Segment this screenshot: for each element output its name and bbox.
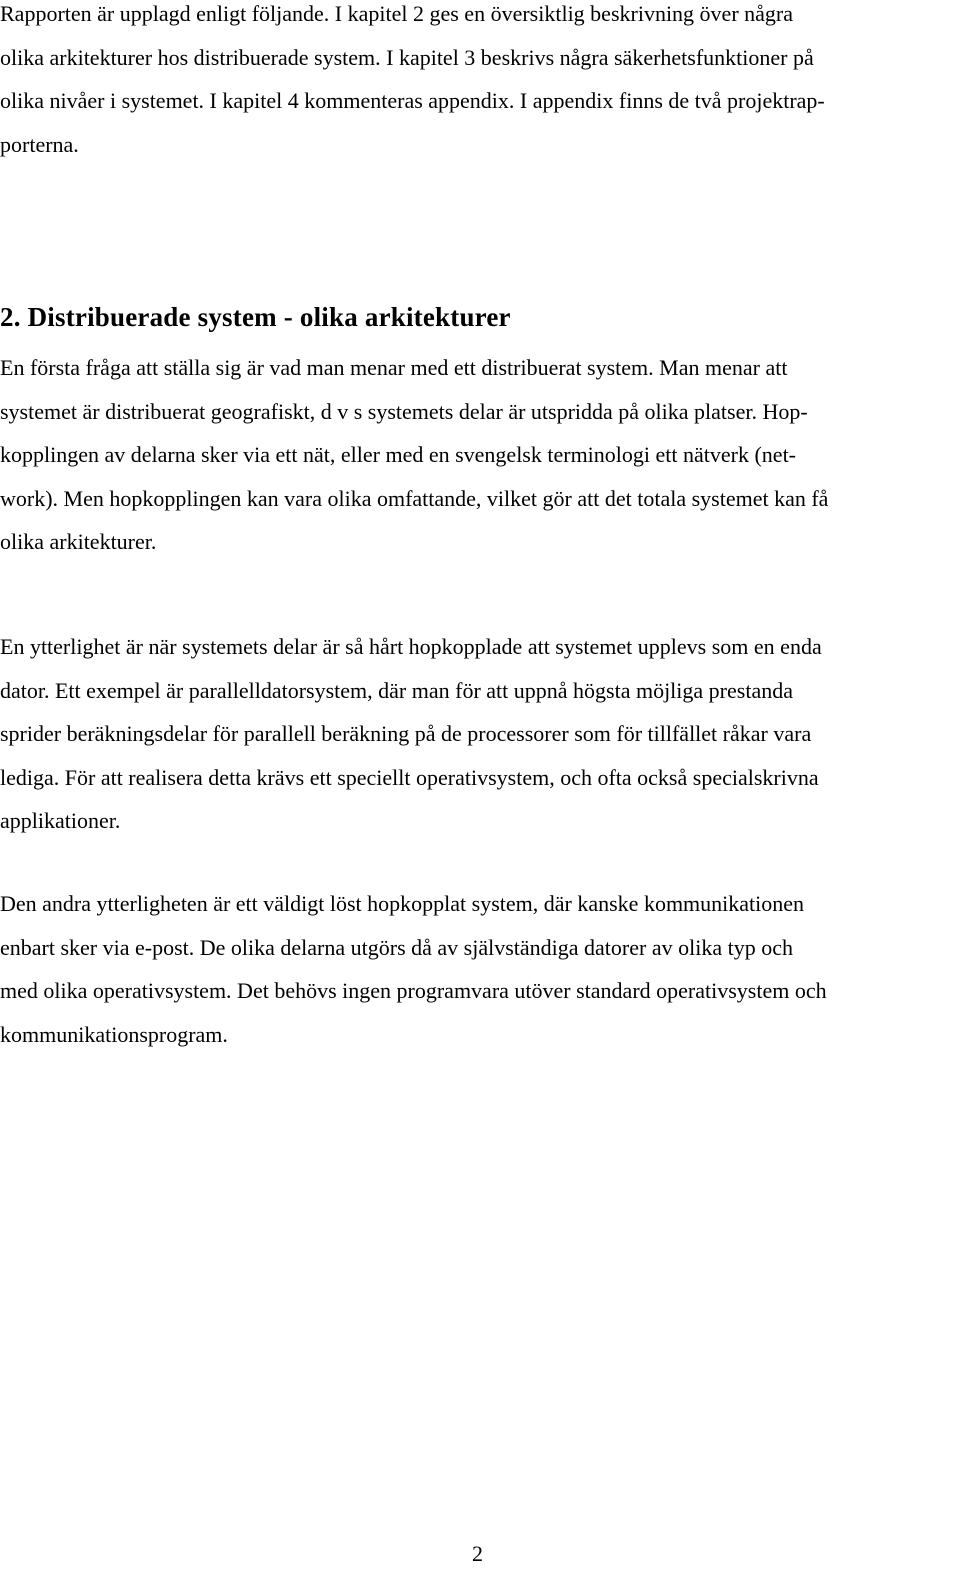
body-paragraph-1 (0, 346, 828, 564)
body-paragraph-3 (0, 882, 827, 1056)
text-line: olika nivåer i systemet. I kapitel 4 kommenteras appendix. I appendix finns de två projektrap- (0, 88, 825, 113)
text-line: applikationer. (0, 808, 121, 833)
text-line: work). Men hopkopplingen kan vara olika omfattande, vilket gör att det totala systemet kan få (0, 485, 829, 511)
text-line: enbart sker via e-post. De olika delarna utgörs då av självständiga datorer av olika typ och (0, 934, 793, 960)
page-number: 2 (472, 1541, 483, 1566)
text-line: Rapporten är upplagd enligt följande. I kapitel 2 ges en översiktlig beskrivning över några (0, 1, 793, 26)
section-heading: 2. Distribuerade system - olika arkitekturer (0, 302, 511, 332)
text-line: porterna. (0, 131, 79, 157)
text-line: En första fråga att ställa sig är vad man menar med ett distribuerat system. Man menar att (0, 355, 788, 380)
text-line: olika arkitekturer hos distribuerade system. I kapitel 3 beskrivs några säkerhetsfunktioner på (0, 44, 814, 70)
body-paragraph-2 (0, 625, 822, 843)
text-line: systemet är distribuerat geografiskt, d v s systemets delar är utspridda på olika platser. Hop- (0, 398, 808, 424)
intro-paragraph (0, 0, 825, 166)
text-line: En ytterlighet är när systemets delar är så hårt hopkopplade att systemet upplevs som en enda (0, 634, 822, 659)
text-line: olika arkitekturer. (0, 529, 157, 554)
text-line: kopplingen av delarna sker via ett nät, eller med en svengelsk terminologi ett nätverk (net- (0, 442, 797, 467)
text-line: sprider beräkningsdelar för parallell beräkning på de processorer som för tillfället råkar vara (0, 721, 812, 746)
text-line: Den andra ytterligheten är ett väldigt löst hopkopplat system, där kanske kommunikationen (0, 891, 805, 916)
text-line: dator. Ett exempel är parallelldatorsystem, där man för att uppnå högsta möjliga prestanda (0, 677, 793, 703)
text-line: kommunikationsprogram. (0, 1021, 228, 1047)
text-line: med olika operativsystem. Det behövs ingen programvara utöver standard operativsystem och (0, 978, 827, 1003)
text-line: lediga. För att realisera detta krävs ett speciellt operativsystem, och ofta också specialskrivna (0, 764, 819, 790)
